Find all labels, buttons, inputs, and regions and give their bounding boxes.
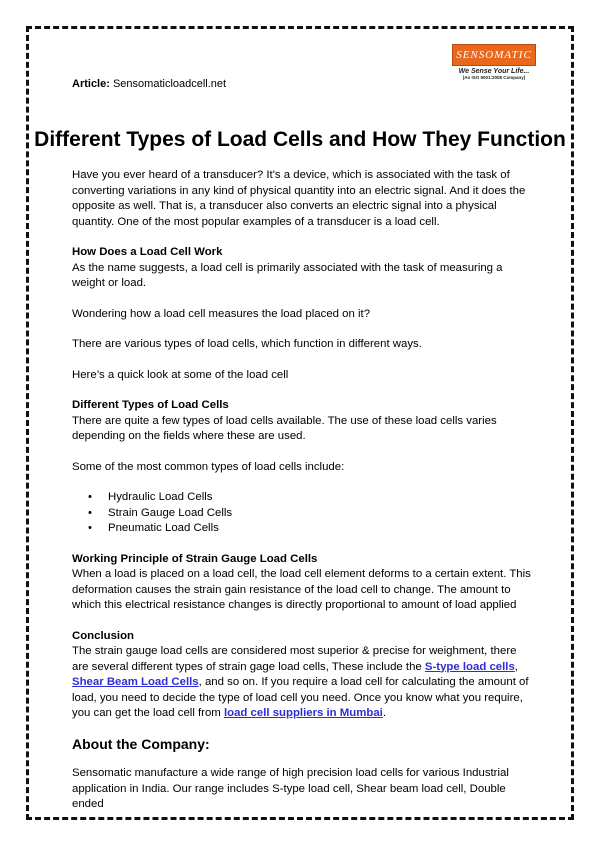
logo-iso: (An ISO 9001:2008 Company)	[462, 75, 526, 80]
company-paragraph: Sensomatic manufacture a wide range of high precision load cells for various Industrial application in India. Our range includes S-type load cell, Shear beam load cell, Double ended	[72, 767, 509, 810]
company-logo	[452, 44, 536, 94]
conclusion-text-c: , and so on. If you require a load cell for calculating the amount of load, you need to decide the type of load cell you need. Once you know what you require, you can get the load cell from	[72, 676, 529, 719]
intro-paragraph: Have you ever heard of a transducer? It's a device, which is associated with the task of converting variations in any kind of physical quantity into an electric signal. And it does the opposite as well. That is, a transducer also converts an electric signal into a physical quantity. One of the most popular examples of a transducer is a load cell.	[72, 169, 526, 228]
types-list	[72, 490, 532, 537]
working-paragraph: When a load is placed on a load cell, the load cell element deforms to a certain extent. This deformation causes the strain gain resistance of the load cell to change. The amount to which this electrical resistance changes is directly proportional to amount of load applied	[72, 568, 531, 611]
conclusion-text-a: The strain gauge load cells are considered most superior & precise for weighment, there are several different types of strain gage load cells, These include the	[72, 645, 517, 673]
working-heading: Working Principle of Strain Gauge Load Cells	[72, 552, 318, 565]
conclusion-text-d: .	[382, 707, 387, 719]
conclusion-text-b: ,	[514, 660, 518, 673]
logo-wordmark: SENSOMATIC	[452, 44, 536, 66]
types-paragraph-1: There are quite a few types of load cells available. The use of these load cells varies depending on the fields where these are used.	[72, 414, 497, 442]
how-paragraph-3: There are various types of load cells, which function in different ways.	[72, 338, 422, 350]
article-value: Sensomaticloadcell.net	[112, 78, 227, 90]
conclusion-heading: Conclusion	[72, 629, 135, 642]
types-paragraph-2: Some of the most common types of load cells include:	[72, 460, 345, 473]
s-type-load-cells-link[interactable]: S-type load cells	[424, 660, 515, 673]
logo-tagline: We Sense Your Life...	[458, 68, 530, 75]
article-label: Article:	[72, 78, 110, 90]
page-title: Different Types of Load Cells and How They Function	[34, 128, 566, 151]
how-paragraph-4: Here’s a quick look at some of the load cell	[72, 368, 289, 381]
company-heading: About the Company:	[72, 735, 210, 752]
list-item: • Hydraulic Load Cells	[108, 490, 532, 506]
shear-beam-load-cells-link[interactable]: Shear Beam Load Cells	[72, 676, 199, 688]
list-item: • Pneumatic Load Cells	[108, 521, 532, 537]
article-source	[72, 78, 226, 90]
conclusion-paragraph	[72, 644, 532, 722]
how-heading: How Does a Load Cell Work	[72, 246, 223, 258]
article-body	[72, 168, 532, 828]
load-cell-suppliers-link[interactable]: load cell suppliers in Mumbai	[223, 707, 383, 719]
types-heading: Different Types of Load Cells	[72, 399, 229, 411]
how-paragraph-1: As the name suggests, a load cell is primarily associated with the task of measuring a weight or load.	[72, 261, 503, 289]
how-paragraph-2: Wondering how a load cell measures the load placed on it?	[72, 307, 371, 320]
list-item: • Strain Gauge Load Cells	[108, 506, 532, 522]
